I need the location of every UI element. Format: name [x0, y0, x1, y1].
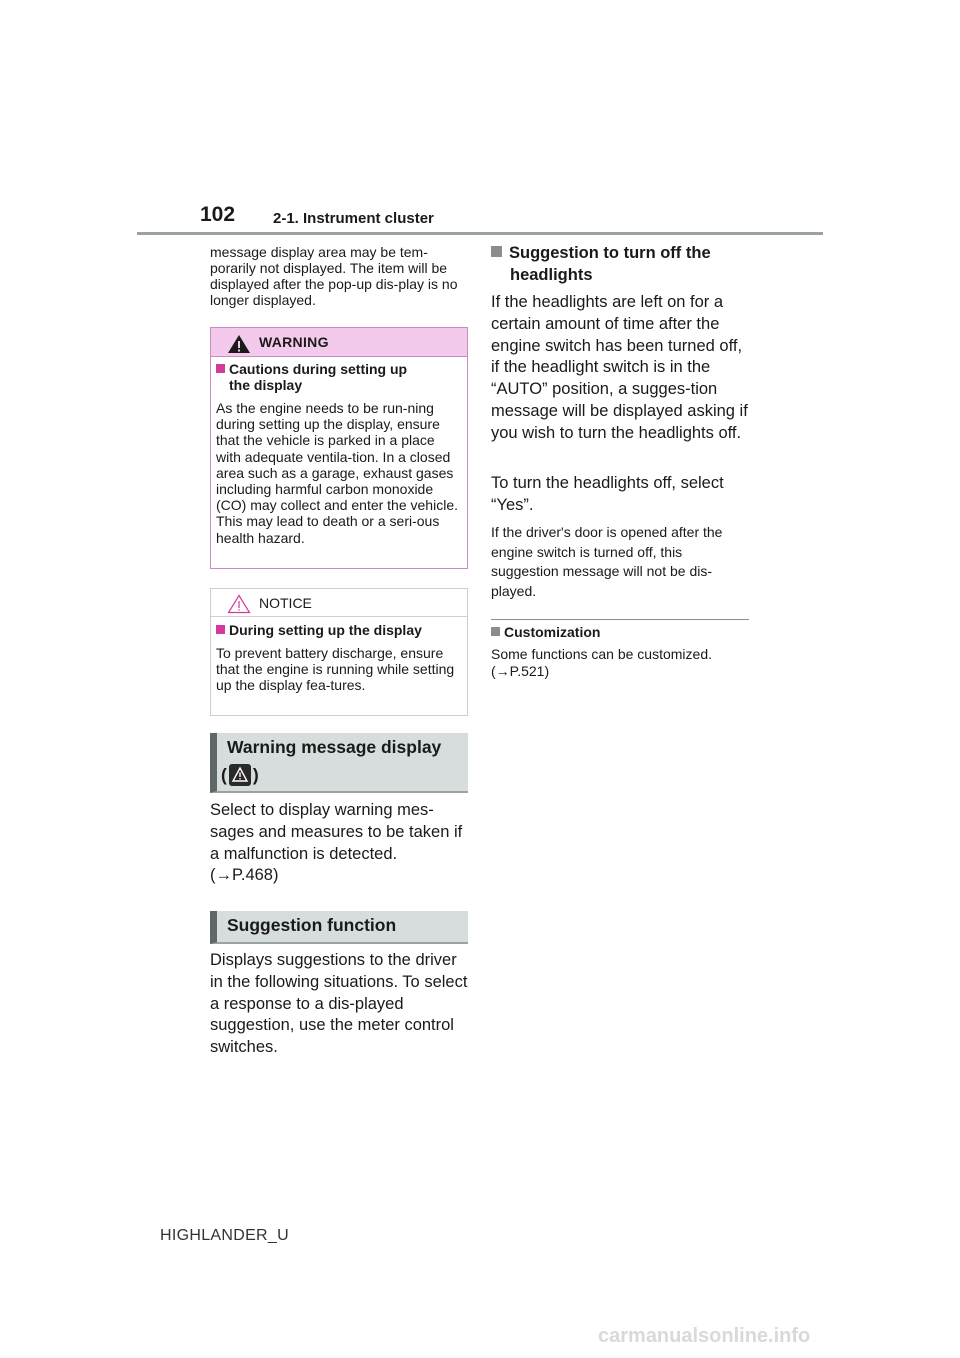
- warning-message-heading-line1: Warning message display: [227, 737, 442, 757]
- warning-header: [211, 328, 467, 357]
- watermark: carmanualsonline.info: [598, 1325, 811, 1347]
- master-warning-icon: [229, 764, 251, 786]
- customization-heading: [491, 624, 600, 640]
- bullet-square-icon: [491, 627, 500, 636]
- continued-paragraph: message display area may be tem-porarily not displayed. The item will be displayed after the pop-up dis-play is no longer displayed.: [210, 244, 458, 308]
- bullet-square-icon: [216, 364, 225, 373]
- suggestion-function-heading-text: Suggestion function: [227, 915, 397, 935]
- headlight-paragraph-1: If the headlights are left on for a certain amount of time after the engine switch has been turned off, if the headlight switch is in the “AUTO” position, a sugges-tion message will be displayed asking if you wish to turn the headlights off.: [491, 293, 748, 442]
- customization-text: Some functions can be customized. (→P.521): [491, 646, 713, 679]
- notice-body: To prevent battery discharge, ensure that the engine is running while setting up the display fea-tures.: [216, 645, 455, 694]
- warning-subheading-line2: the display: [229, 377, 303, 393]
- warning-subheading: [216, 361, 466, 393]
- warning-message-heading: [210, 733, 468, 793]
- headlight-heading-line2: headlights: [510, 266, 593, 284]
- open-paren: (: [221, 764, 227, 785]
- customization-heading-text: Customization: [504, 624, 601, 640]
- suggestion-function-paragraph: Displays suggestions to the driver in the following situations. To select a response to a dis-played suggestion, use the meter control switches.: [210, 951, 468, 1057]
- warning-triangle-icon: [227, 334, 251, 354]
- page-number: 102: [200, 203, 236, 226]
- model-footer: HIGHLANDER_U: [160, 1227, 289, 1244]
- notice-header: [211, 589, 467, 617]
- warning-label: WARNING: [259, 334, 329, 350]
- suggestion-function-heading: [210, 911, 468, 944]
- warning-box: [210, 327, 468, 569]
- headlight-suggestion-heading: [491, 242, 751, 286]
- headlight-note: If the driver's door is opened after the engine switch is turned off, this suggestion message will not be dis-played.: [491, 524, 723, 599]
- notice-subheading-text: During setting up the display: [229, 622, 422, 638]
- bullet-square-icon: [491, 246, 502, 257]
- note-divider: [491, 619, 749, 620]
- notice-box: [210, 588, 468, 716]
- header-divider: [137, 232, 823, 235]
- headlight-paragraph-2: To turn the headlights off, select “Yes”.: [491, 474, 724, 514]
- headlight-heading-line1: Suggestion to turn off the: [509, 244, 711, 262]
- section-title: 2-1. Instrument cluster: [273, 210, 434, 227]
- warning-body: As the engine needs to be run-ning during setting up the display, ensure that the vehicle is parked in a place with adequate ventila-tion. In a closed area such as a garage, exhaust gases including harmful carbon monoxide (CO) may collect and enter the vehicle. This may lead to death or a seri-ous health hazard.: [216, 400, 458, 546]
- warning-message-paragraph: Select to display warning mes-sages and measures to be taken if a malfunction is detected. (→P.468): [210, 801, 463, 885]
- warning-subheading-line1: Cautions during setting up: [229, 361, 408, 377]
- close-paren: ): [252, 764, 259, 785]
- bullet-square-icon: [216, 625, 225, 634]
- caution-outline-icon: [227, 594, 251, 614]
- warning-message-heading-line2: [221, 764, 259, 786]
- notice-label: NOTICE: [259, 595, 312, 611]
- notice-subheading: [216, 622, 466, 638]
